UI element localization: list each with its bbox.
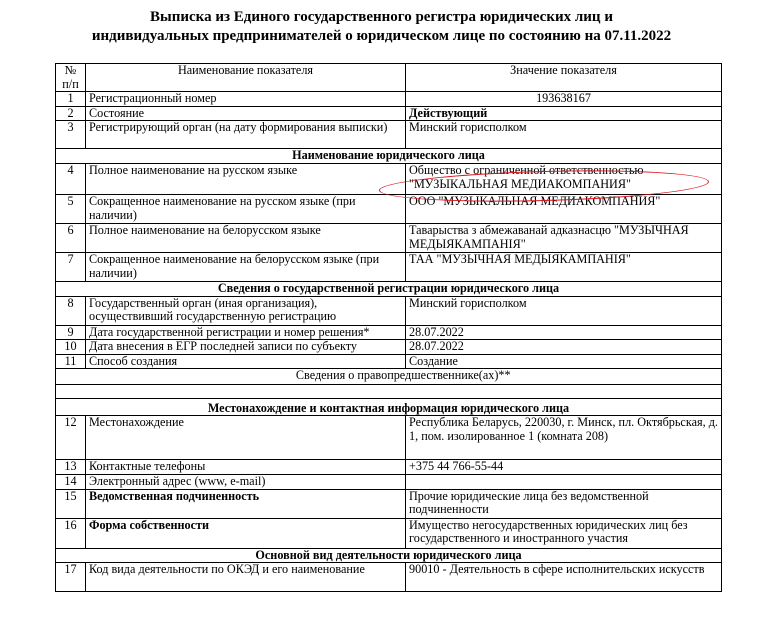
row-number: 4 <box>56 163 86 194</box>
row-value: Минский горисполком <box>406 121 722 149</box>
row-name: Местонахождение <box>86 416 406 460</box>
row-name: Полное наименование на русском языке <box>86 163 406 194</box>
row-number: 3 <box>56 121 86 149</box>
section-row <box>56 399 722 416</box>
row-name: Сокращенное наименование на русском языке (при наличии) <box>86 194 406 223</box>
row-value: ТАА "МУЗЫЧНАЯ МЕДЫЯКАМПАНIЯ" <box>406 252 722 281</box>
table-row <box>56 354 722 369</box>
section-row <box>56 548 722 563</box>
table-row <box>56 474 722 489</box>
table-row <box>56 121 722 149</box>
row-number: 10 <box>56 340 86 355</box>
row-number: 13 <box>56 460 86 475</box>
row-number: 5 <box>56 194 86 223</box>
row-name: Форма собственности <box>86 518 406 548</box>
row-value: Минский горисполком <box>406 296 722 325</box>
table-row <box>56 106 722 121</box>
row-number: 1 <box>56 92 86 107</box>
section-legal-name: Наименование юридического лица <box>56 149 722 164</box>
row-value: Действующий <box>406 106 722 121</box>
row-value: ООО "МУЗЫКАЛЬНАЯ МЕДИАКОМПАНИЯ" <box>406 194 722 223</box>
row-number: 17 <box>56 563 86 592</box>
row-name: Дата внесения в ЕГР последней записи по субъекту <box>86 340 406 355</box>
row-number: 7 <box>56 252 86 281</box>
row-value: 28.07.2022 <box>406 325 722 340</box>
empty-row <box>56 385 722 399</box>
table-row <box>56 416 722 460</box>
row-value: Создание <box>406 354 722 369</box>
table-row <box>56 296 722 325</box>
table-row <box>56 563 722 592</box>
row-value: +375 44 766-55-44 <box>406 460 722 475</box>
row-number: 11 <box>56 354 86 369</box>
title-line-2: индивидуальных предпринимателей о юридическом лице по состоянию на 07.11.2022 <box>91 28 672 44</box>
row-number: 6 <box>56 223 86 252</box>
table-row <box>56 460 722 475</box>
row-number: 2 <box>56 106 86 121</box>
table-row <box>56 340 722 355</box>
section-main-activity: Основной вид деятельности юридического лица <box>56 548 722 563</box>
table-row <box>56 518 722 548</box>
row-name: Сокращенное наименование на белорусском языке (при наличии) <box>86 252 406 281</box>
row-name: Государственный орган (иная организация), осуществивший государственную регистрацию <box>86 296 406 325</box>
registry-table <box>55 63 722 592</box>
row-name: Ведомственная подчиненность <box>86 489 406 518</box>
row-value: Таварыства з абмежаванай адказнасцю "МУЗЫЧНАЯ МЕДЫЯКАМПАНIЯ" <box>406 223 722 252</box>
row-name: Состояние <box>86 106 406 121</box>
row-value: 90010 - Деятельность в сфере исполнительских искусств <box>406 563 722 592</box>
header-indicator-name: Наименование показателя <box>86 64 406 92</box>
row-name: Электронный адрес (www, e-mail) <box>86 474 406 489</box>
row-number: 14 <box>56 474 86 489</box>
table-row <box>56 252 722 281</box>
row-value: Республика Беларусь, 220030, г. Минск, пл. Октябрьская, д. 1, пом. изолированное 1 (комната 208) <box>406 416 722 460</box>
subsection-row <box>56 369 722 385</box>
row-value: Общество с ограниченной ответственностью "МУЗЫКАЛЬНАЯ МЕДИАКОМПАНИЯ" <box>406 163 722 194</box>
row-number: 15 <box>56 489 86 518</box>
empty-cell <box>56 369 86 385</box>
section-row <box>56 149 722 164</box>
row-name: Способ создания <box>86 354 406 369</box>
header-number: № п/п <box>56 64 86 92</box>
section-row <box>56 281 722 296</box>
row-name: Код вида деятельности по ОКЭД и его наименование <box>86 563 406 592</box>
row-name: Полное наименование на белорусском языке <box>86 223 406 252</box>
table-row <box>56 325 722 340</box>
row-value: 28.07.2022 <box>406 340 722 355</box>
empty-cell <box>56 385 722 399</box>
header-indicator-value: Значение показателя <box>406 64 722 92</box>
section-location-contacts: Местонахождение и контактная информация юридического лица <box>56 399 722 416</box>
row-number: 9 <box>56 325 86 340</box>
table-row <box>56 223 722 252</box>
document-title <box>0 8 763 46</box>
row-value: 193638167 <box>406 92 722 107</box>
row-name: Контактные телефоны <box>86 460 406 475</box>
section-state-registration: Сведения о государственной регистрации юридического лица <box>56 281 722 296</box>
table-header-row <box>56 64 722 92</box>
row-number: 12 <box>56 416 86 460</box>
table-row <box>56 163 722 194</box>
row-number: 16 <box>56 518 86 548</box>
row-value: Прочие юридические лица без ведомственной подчиненности <box>406 489 722 518</box>
row-value <box>406 474 722 489</box>
row-number: 8 <box>56 296 86 325</box>
table-row <box>56 92 722 107</box>
table-row <box>56 489 722 518</box>
title-line-1: Выписка из Единого государственного регистра юридических лиц и <box>150 9 613 25</box>
row-name: Регистрирующий орган (на дату формирования выписки) <box>86 121 406 149</box>
row-name: Регистрационный номер <box>86 92 406 107</box>
row-name: Дата государственной регистрации и номер решения* <box>86 325 406 340</box>
table-row <box>56 194 722 223</box>
section-predecessors: Сведения о правопредшественнике(ах)** <box>86 369 722 385</box>
row-value: Имущество негосударственных юридических лиц без государственного и иностранного участия <box>406 518 722 548</box>
